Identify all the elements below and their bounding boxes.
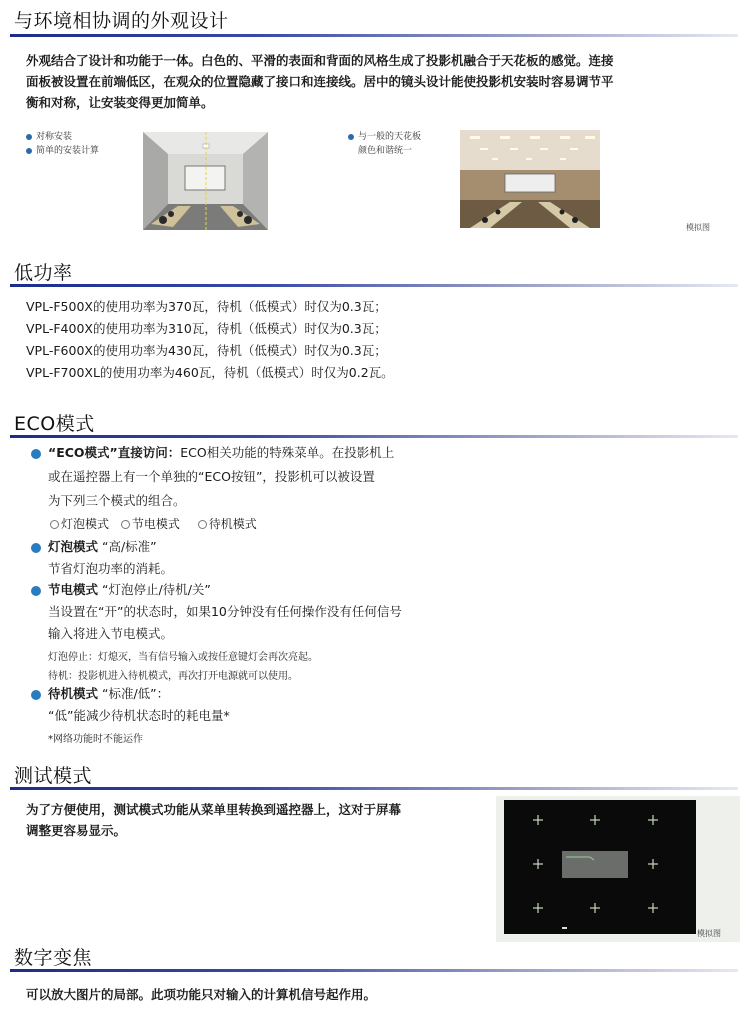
eco-item1-head: “ECO模式”直接访问：: [48, 445, 181, 460]
eco-item1-line: [48, 444, 394, 462]
bullet-label: 与一般的天花板: [358, 132, 422, 142]
bullet-label: 简单的安装计算: [36, 146, 100, 156]
zoom-paragraph: 可以放大图片的局部。此项功能只对输入的计算机信号起作用。: [26, 987, 377, 1002]
section-rule: [10, 34, 738, 37]
eco-option: 节电模式: [131, 517, 180, 531]
bullet-label: 颜色和谐统一: [358, 146, 413, 156]
radio-icon: [121, 520, 130, 529]
eco-item4-val: “标准/低”：: [102, 686, 170, 701]
design-para-line: 外观结合了设计和功能于一体。白色的、平滑的表面和背面的风格生成了投影机融合于天花板的感觉。连接: [26, 53, 614, 68]
radio-icon: [198, 520, 207, 529]
design-para-line: 面板被设置在前端低区，在观众的位置隐藏了接口和连接线。居中的镜头设计能使投影机安装时容易调节平: [26, 74, 614, 89]
eco-item3-val: “灯泡停止/待机/关”: [102, 582, 211, 597]
test-para-line: 调整更容易显示。: [26, 823, 127, 838]
eco-item1-text: 为下列三个模式的组合。: [48, 493, 186, 508]
eco-item3-line: [48, 581, 211, 599]
eco-item3-head: 节电模式: [48, 582, 99, 597]
bullet-icon: [26, 134, 32, 140]
power-line: VPL-F700XL的使用功率为460瓦，待机（低模式）时仅为0.2瓦。: [26, 365, 394, 380]
power-line: VPL-F500X的使用功率为370瓦，待机（低模式）时仅为0.3瓦；: [26, 299, 387, 314]
image-caption: 模拟图: [697, 929, 721, 938]
eco-item2-desc: 节省灯泡功率的消耗。: [48, 561, 174, 576]
eco-options: [50, 515, 257, 533]
section-title-power: 低功率: [14, 262, 73, 284]
bullet-icon: [31, 543, 41, 553]
section-rule: [10, 969, 738, 972]
design-para-line: 衡和对称，让安装变得更加简单。: [26, 95, 214, 110]
eco-option: 灯泡模式: [61, 517, 110, 531]
test-pattern-image: [496, 796, 740, 942]
power-list: [26, 296, 394, 384]
bullet-icon: [31, 586, 41, 596]
section-title-eco: ECO模式: [14, 413, 95, 435]
design-right-bullets: [348, 130, 421, 158]
eco-item4-head: 待机模式: [48, 686, 99, 701]
power-line: VPL-F400X的使用功率为310瓦，待机（低模式）时仅为0.3瓦；: [26, 321, 387, 336]
eco-item4-line: [48, 685, 169, 703]
eco-item2-head: 灯泡模式: [48, 539, 99, 554]
bullet-icon: [31, 690, 41, 700]
eco-item3-note: 灯泡停止：灯熄灭，当有信号输入或按任意键灯会再次亮起。: [48, 652, 318, 663]
design-left-bullets: [26, 130, 99, 158]
bullet-icon: [26, 148, 32, 154]
bullet-icon: [348, 134, 354, 140]
section-rule: [10, 284, 738, 287]
image-caption: 模拟图: [686, 223, 710, 232]
eco-item3-text: 当设置在“开”的状态时，如果10分钟没有任何操作没有任何信号: [48, 604, 402, 619]
power-line: VPL-F600X的使用功率为430瓦，待机（低模式）时仅为0.3瓦；: [26, 343, 387, 358]
bullet-label: 对称安装: [36, 132, 73, 142]
eco-item3-text: 输入将进入节电模式。: [48, 626, 174, 641]
eco-item4-desc: “低”能减少待机状态时的耗电量*: [48, 708, 230, 723]
eco-item2-line: [48, 538, 157, 556]
conference-room-image-right: [460, 130, 600, 228]
eco-item3-note: 待机：投影机进入待机模式，再次打开电源就可以使用。: [48, 671, 298, 682]
meeting-room-image-left: [143, 132, 268, 230]
eco-item4-note: *网络功能时不能运作: [48, 734, 143, 745]
bullet-icon: [31, 449, 41, 459]
section-title-design: 与环境相协调的外观设计: [14, 10, 229, 32]
section-rule: [10, 787, 738, 790]
section-title-test: 测试模式: [14, 765, 93, 787]
section-rule: [10, 435, 738, 438]
eco-item1-text: ECO相关功能的特殊菜单。在投影机上: [180, 445, 395, 460]
test-para-line: 为了方便使用，测试模式功能从菜单里转换到遥控器上，这对于屏幕: [26, 802, 402, 817]
eco-option: 待机模式: [208, 517, 257, 531]
section-title-zoom: 数字变焦: [14, 947, 93, 969]
radio-icon: [50, 520, 59, 529]
eco-item1-text: 或在遥控器上有一个单独的“ECO按钮”，投影机可以被设置: [48, 469, 375, 484]
eco-item2-val: “高/标准”: [102, 539, 157, 554]
test-paragraph: [26, 799, 401, 841]
design-paragraph: [26, 50, 736, 113]
